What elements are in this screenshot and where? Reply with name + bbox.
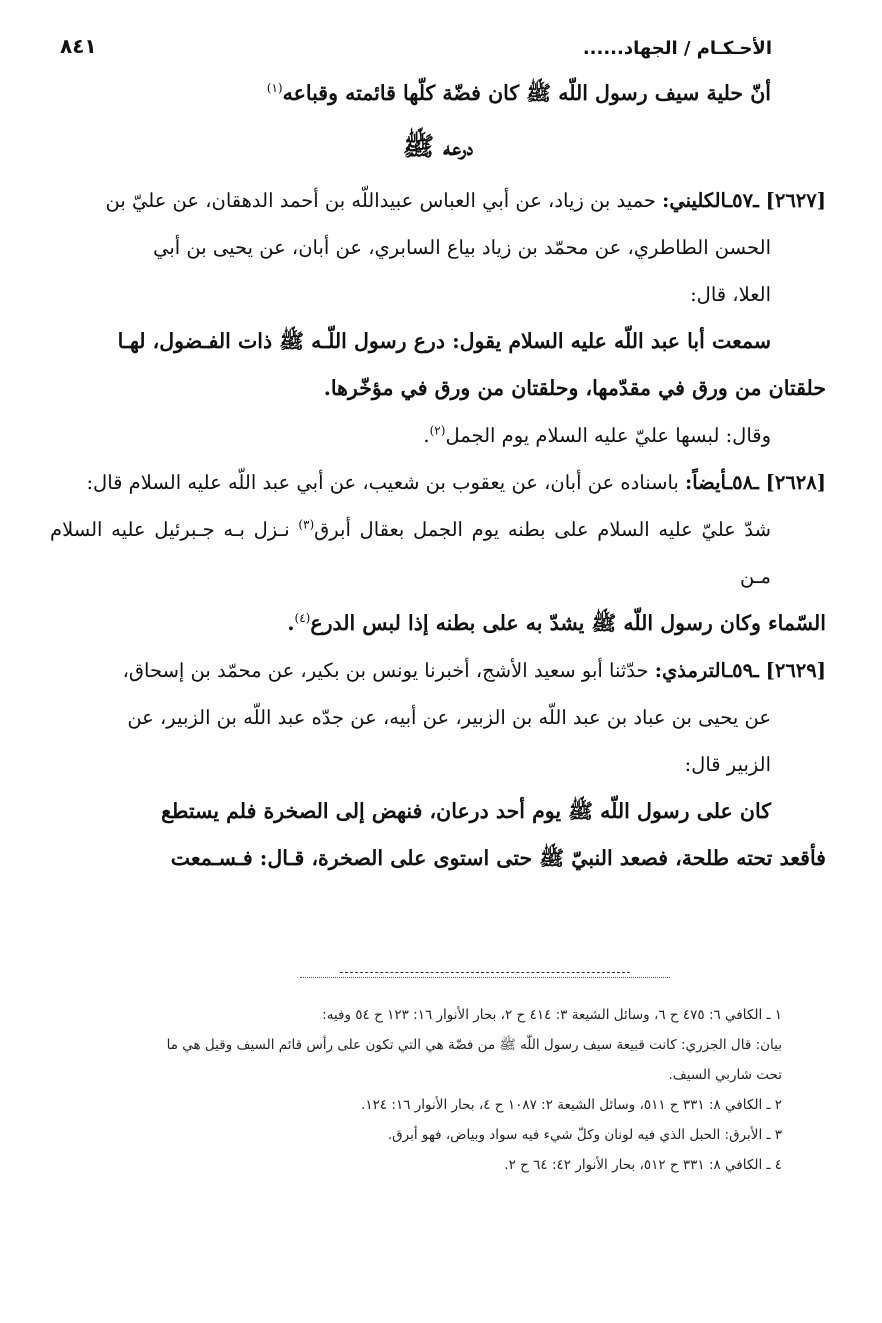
footnotes	[48, 1000, 782, 1180]
isnad-text: باسناده عن أبان، عن يعقوب بن شعيب، عن أبي عبد اللّه عليه السلام قال:	[86, 471, 679, 494]
hadith-text-line: كان على رسول اللّه ﷺ يوم أحد درعان، فنهض إلى الصخرة فلم يستطع	[161, 799, 771, 823]
continuation-paragraph	[50, 70, 826, 117]
main-text	[50, 70, 826, 882]
footnote-marker: (١)	[266, 81, 283, 96]
isnad-line: الزبير قال:	[684, 753, 771, 776]
footnote-2: ٢ ـ الكافي ٨: ٣٣١ ح ٥١١، وسائل الشيعة ٢: ١٠٨٧ ح ٤، بحار الأنوار ١٦: ١٢٤.	[361, 1097, 782, 1113]
running-title: الأحـكـام / الجهاد......	[582, 38, 772, 59]
footnote-marker: (٢)	[429, 423, 446, 438]
isnad-line: الحسن الطاطري، عن محمّد بن زياد بياع السابري، عن أبان، عن يحيى بن أبي	[153, 236, 771, 259]
isnad-text: حميد بن زياد، عن أبي العباس عبيداللّه بن أحمد الدهقان، عن عليّ بن	[105, 189, 656, 212]
isnad-line: عن يحيى بن عباد بن عبد اللّه بن الزبير، عن أبيه، عن جدّه عبد اللّه بن الزبير، عن	[127, 706, 771, 729]
page-number: ٨٤١	[60, 34, 97, 58]
footnote-1-bayan: تحت شاربي السيف.	[668, 1067, 782, 1083]
section-title: درعه ﷺ	[402, 132, 474, 162]
footnote-separator	[340, 972, 630, 973]
footnote-4: ٤ ـ الكافي ٨: ٣٣١ ح ٥١٢، بحار الأنوار ٤٢: ٦٤ ح ٢.	[504, 1157, 782, 1173]
hadith-number: [٢٦٢٨] ـ٥٨ـ	[726, 471, 826, 494]
hadith-source: الترمذي:	[654, 659, 727, 682]
hadith-text: وقال: لبسها عليّ عليه السلام يوم الجمل	[445, 424, 771, 447]
hadith-text: شدّ عليّ عليه السلام على بطنه يوم الجمل بعقال أبرق	[314, 518, 772, 541]
paragraph-text: أنّ حلية سيف رسول اللّه ﷺ كان فضّة كلّها قائمته وقباعه	[282, 81, 771, 105]
hadith-2628-chain	[50, 459, 826, 506]
hadith-source: الكليني:	[662, 189, 727, 212]
hadith-2629-chain	[50, 647, 826, 694]
hadith-number: [٢٦٢٩] ـ٥٩ـ	[726, 659, 826, 682]
hadith-text-line: سمعت أبا عبد اللّه عليه السلام يقول: درع رسول اللّـه ﷺ ذات الفـضول، لهـا	[117, 329, 771, 353]
footnote-3: ٣ ـ الأبرق: الحبل الذي فيه لونان وكلّ شيء فيه سواد وبياض، فهو أبرق.	[387, 1127, 782, 1143]
hadith-text: السّماء وكان رسول اللّه ﷺ يشدّ به على بطنه إذا لبس الدرع	[310, 611, 826, 635]
isnad-text: حدّثنا أبو سعيد الأشج، أخبرنا يونس بن بكير، عن محمّد بن إسحاق،	[122, 659, 649, 682]
hadith-text-line: السّماء وكان رسول اللّه ﷺ يشدّ به على بطنه إذا لبس الدرع$^{(٤)}$.	[287, 611, 826, 635]
hadith-text: نـزل بـه جـبرئيل عليه السلام مـن	[50, 518, 771, 588]
hadith-number: [٢٦٢٧] ـ٥٧ـ	[726, 189, 826, 212]
footnote-marker: (٣)	[298, 517, 315, 532]
hadith-2627-chain	[50, 177, 826, 224]
isnad-line: العلا، قال:	[690, 283, 771, 306]
hadith-text-line	[50, 506, 826, 600]
hadith-text-line: وقال: لبسها عليّ عليه السلام يوم الجمل$^{(٢)}$.	[423, 423, 771, 447]
hadith-text-line: حلقتان من ورق في مقدّمها، وحلقتان من ورق في مؤخّرها.	[323, 376, 826, 400]
hadith-text-line: فأقعد تحته طلحة، فصعد النبيّ ﷺ حتى استوى على الصخرة، قـال: فـسـمعت	[170, 846, 826, 870]
hadith-source: أيضاً:	[685, 471, 727, 494]
footnote-marker: (٤)	[294, 611, 311, 626]
footnote-1-bayan: بيان: قال الجزري: كانت قبيعة سيف رسول اللّه ﷺ من فضّة هي التي تكون على رأس قائم السيف وقيل هي ما	[166, 1037, 782, 1053]
footnote-1: ١ ـ الكافي ٦: ٤٧٥ ح ٦، وسائل الشيعة ٣: ٤١٤ ح ٢، بحار الأنوار ١٦: ١٢٣ ح ٥٤ وفيه:	[322, 1007, 782, 1023]
footnote-separator	[300, 977, 670, 978]
